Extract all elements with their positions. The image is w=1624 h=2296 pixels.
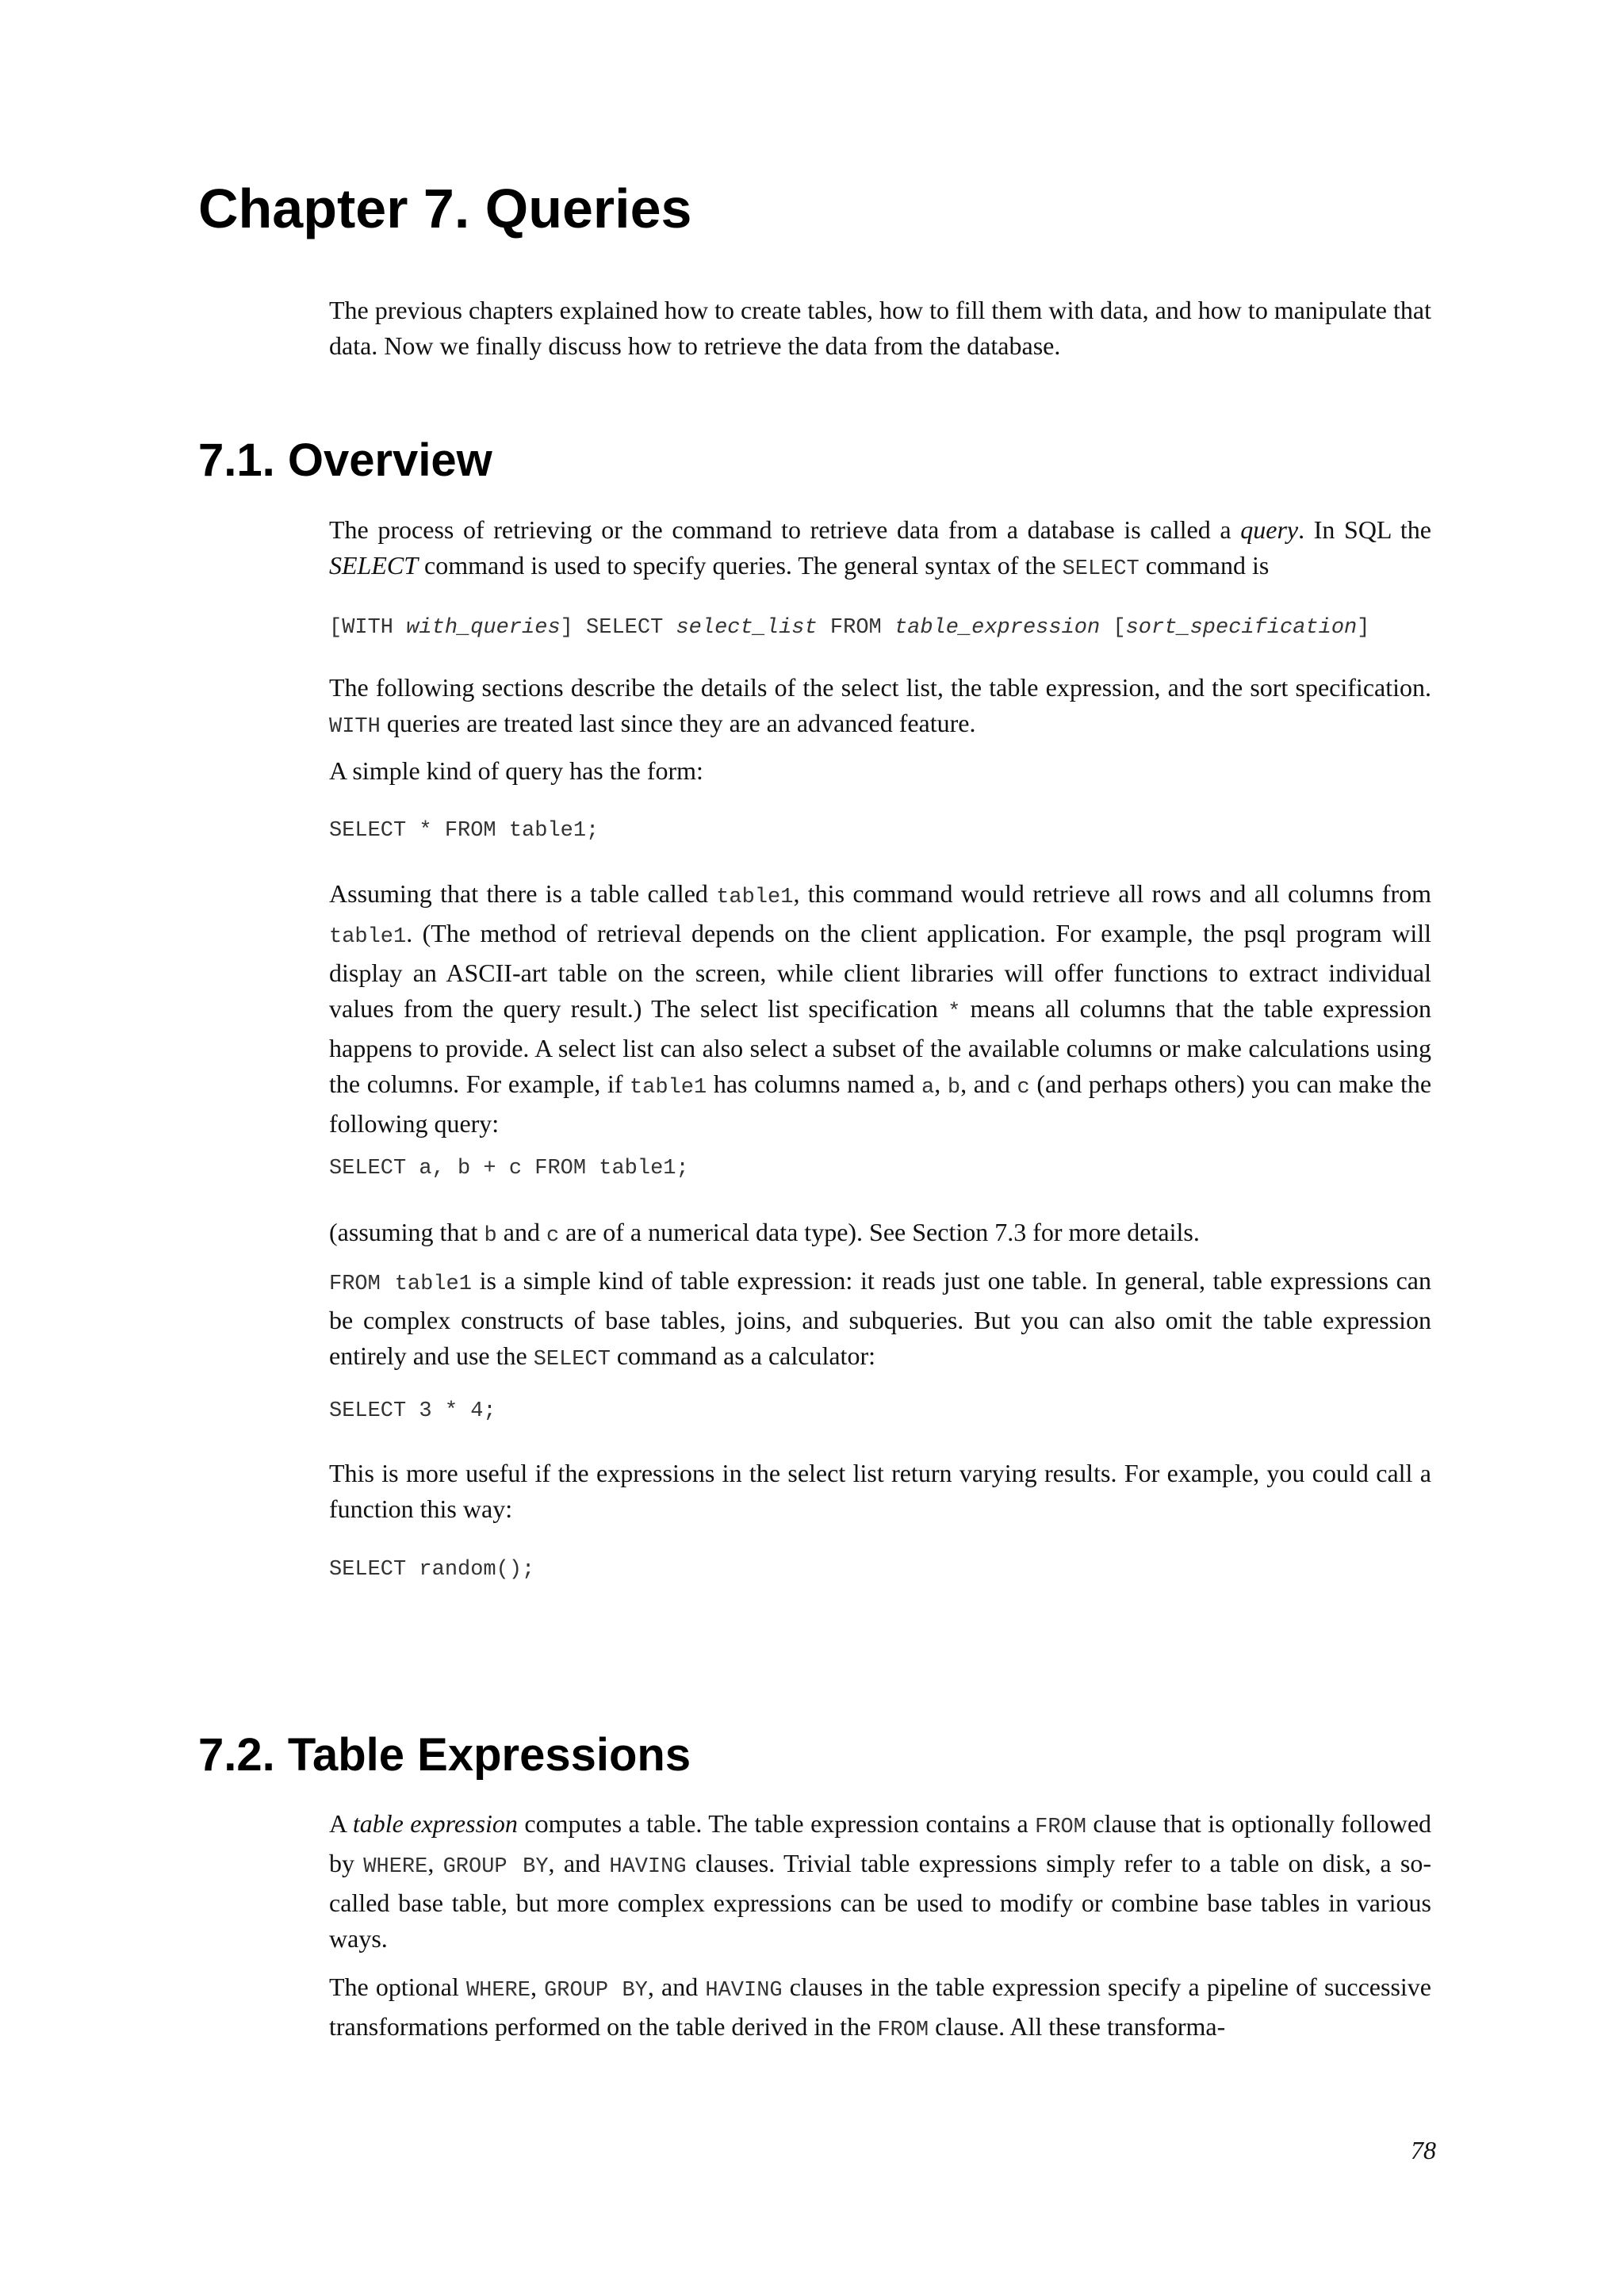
page-number: 78: [1411, 2136, 1436, 2164]
code-example-select-columns: SELECT a, b + c FROM table1;: [329, 1157, 689, 1181]
overview-paragraph-6: FROM table1 is a simple kind of table expression: it reads just one table. In general, table expressions can be complex constructs of base tables, joins, and subqueries. But you can also omit the table expression entirely and use the SELECT command as a calculator:: [329, 1266, 1432, 1372]
code-example-select-all: SELECT * FROM table1;: [329, 819, 599, 843]
code-example-random: SELECT random();: [329, 1558, 535, 1582]
chapter-intro: The previous chapters explained how to create tables, how to fill them with data, and how to manipulate that data. Now we finally discuss how to retrieve the data from the database.: [329, 296, 1431, 360]
code-example-calculator: SELECT 3 * 4;: [329, 1399, 496, 1423]
select-syntax: [WITH with_queries] SELECT select_list FROM table_expression [sort_specification]: [329, 616, 1370, 640]
overview-paragraph-3: A simple kind of query has the form:: [329, 756, 703, 785]
overview-paragraph-1: The process of retrieving or the command to retrieve data from a database is called a query. In SQL the SELECT command is used to specify queries. The general syntax of the SELECT command is: [329, 515, 1432, 581]
overview-paragraph-2: The following sections describe the details of the select list, the table expression, and the sort specification. WITH queries are treated last since they are an advanced feature.: [329, 673, 1431, 739]
overview-paragraph-7: This is more useful if the expressions in the select list return varying results. For example, you could call a function this way:: [329, 1459, 1431, 1523]
overview-paragraph-5: (assuming that b and c are of a numerical data type). See Section 7.3 for more details.: [329, 1218, 1200, 1248]
table-expressions-paragraph-2: The optional WHERE, GROUP BY, and HAVING clauses in the table expression specify a pipeline of successive transformations performed on the table derived in the FROM clause. All these transforma-: [329, 1973, 1432, 2042]
section-title-overview: 7.1. Overview: [198, 434, 492, 486]
section-title-table-expressions: 7.2. Table Expressions: [198, 1729, 691, 1781]
overview-paragraph-4: Assuming that there is a table called table1, this command would retrieve all rows and all columns from table1. (The method of retrieval depends on the client application. For example, the psql program will display an ASCII-art table on the screen, while client libraries will offer functions to extract individual values from the query result.) The select list specification * means all columns that the table expression happens to provide. A select list can also select a subset of the available columns or make calculations using the columns. For example, if table1 has columns named a, b, and c (and perhaps others) you can make the following query:: [329, 879, 1432, 1138]
table-expressions-paragraph-1: A table expression computes a table. The table expression contains a FROM clause that is optionally followed by WHERE, GROUP BY, and HAVING clauses. Trivial table expressions simply refer to a table on disk, a so-called base table, but more complex expressions can be used to modify or combine base tables in various ways.: [329, 1809, 1432, 1953]
chapter-title: Chapter 7. Queries: [198, 178, 692, 239]
